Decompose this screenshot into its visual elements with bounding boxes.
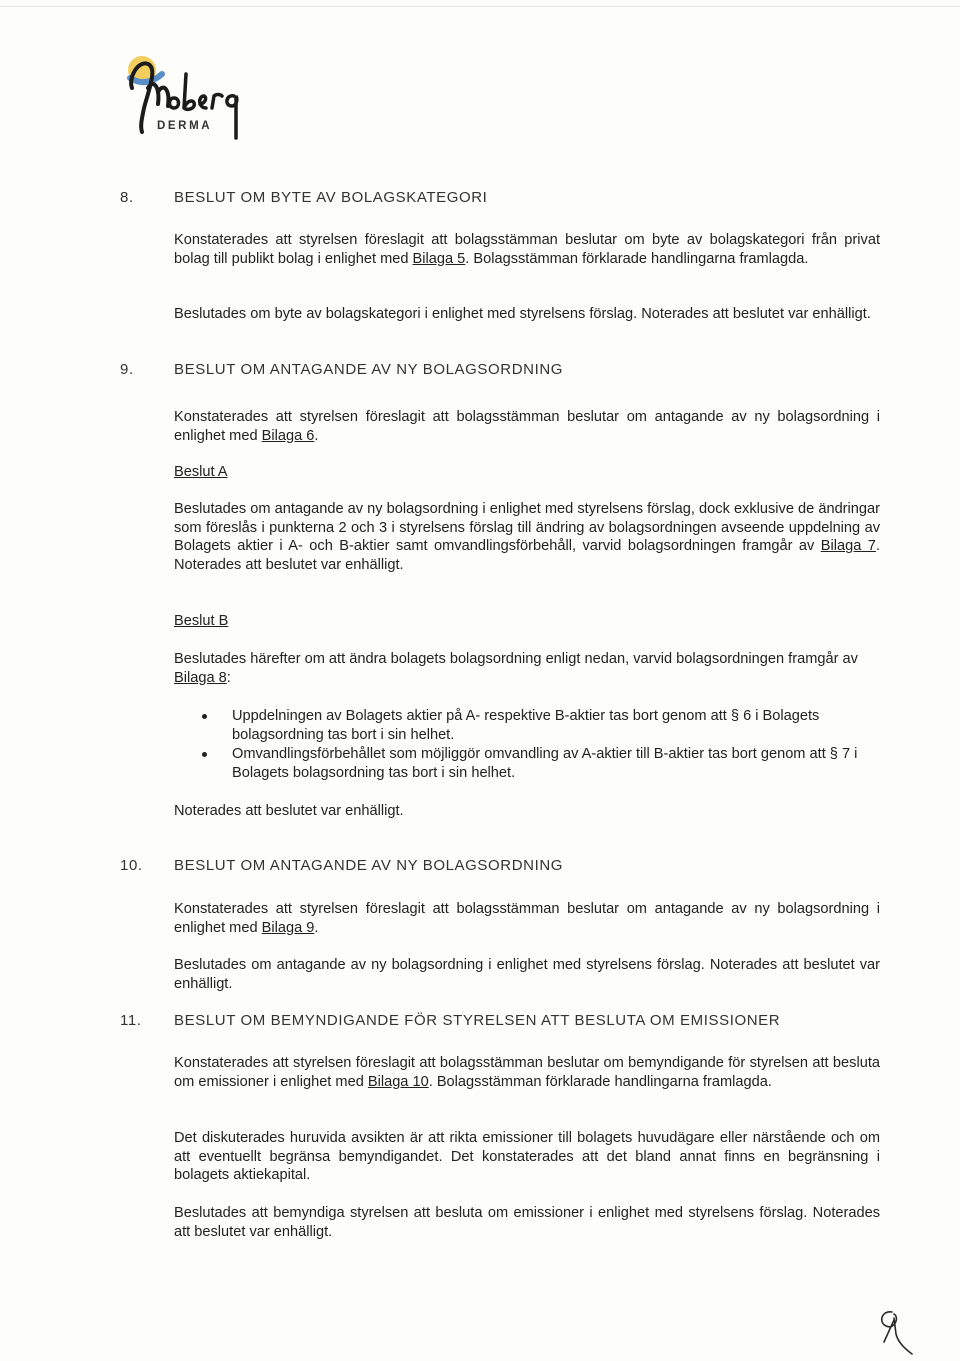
section-11-heading: BESLUT OM BEMYNDIGANDE FÖR STYRELSEN ATT BESLUTA OM EMISSIONER — [174, 1012, 781, 1029]
section-10-heading: BESLUT OM ANTAGANDE AV NY BOLAGSORDNING — [174, 857, 564, 874]
beslut-b-paragraph — [174, 650, 864, 687]
section-8-heading: BESLUT OM BYTE AV BOLAGSKATEGORI — [174, 189, 488, 206]
text: . Bolagsstämman förklarade handlingarna framlagda. — [428, 1073, 772, 1090]
text: . — [314, 427, 319, 444]
handwritten-initials — [872, 1302, 922, 1356]
text: Beslutades om antagande av ny bolagsordning i enlighet med styrelsens förslag. Noterades att beslutet var enhälligt. — [174, 957, 880, 992]
section-8-paragraph-2 — [174, 305, 880, 324]
section-9-number: 9. — [120, 361, 134, 378]
bullet-icon — [202, 752, 207, 757]
scan-edge-line — [0, 6, 960, 7]
beslut-b-label: Beslut B — [174, 613, 229, 629]
text: : — [226, 669, 231, 686]
section-11-paragraph-1 — [174, 1054, 880, 1091]
section-10-paragraph-2 — [174, 956, 880, 993]
section-10-paragraph-1 — [174, 900, 880, 937]
beslut-b-conclusion — [174, 802, 880, 821]
logo-subtext: DERMA — [157, 120, 213, 132]
beslut-b-bullet-list — [200, 707, 860, 783]
section-11-paragraph-2 — [174, 1129, 880, 1185]
list-item — [200, 707, 860, 744]
list-item — [200, 745, 860, 782]
text: Noterades att beslutet var enhälligt. — [174, 803, 404, 819]
text: Beslutades om byte av bolagskategori i enlighet med styrelsens förslag. Noterades att beslutet var enhälligt. — [174, 306, 871, 322]
bullet-icon — [202, 714, 207, 719]
bullet-text: Uppdelningen av Bolagets aktier på A- respektive B-aktier tas bort genom att § 6 i Bolagets bolagsordning tas bort i sin helhet. — [232, 708, 820, 743]
bullet-text: Omvandlingsförbehållet som möjliggör omvandling av A-aktier till B-aktier tas bort genom att § 7 i Bolagets bolagsordning tas bort i sin helhet. — [232, 746, 858, 781]
text: . — [314, 919, 319, 936]
section-11-paragraph-3 — [174, 1204, 880, 1241]
bilaga-10-ref: Bilaga 10 — [367, 1073, 429, 1090]
text: Konstaterades att styrelsen föreslagit att bolagsstämman beslutar om antagande av ny bolagsordning i enlighet med — [174, 409, 880, 444]
beslut-a-label: Beslut A — [174, 464, 228, 480]
section-11-number: 11. — [120, 1012, 142, 1029]
text: Konstaterades att styrelsen föreslagit att bolagsstämman beslutar om bemyndigande för styrelsen att besluta om emissioner i enlighet med — [174, 1055, 880, 1090]
section-9-paragraph-1 — [174, 408, 880, 445]
bilaga-8-ref: Bilaga 8 — [174, 669, 227, 686]
text: Beslutades att bemyndiga styrelsen att besluta om emissioner i enlighet med styrelsens förslag. Noterades att beslutet var enhälligt. — [174, 1205, 880, 1240]
bilaga-7-ref: Bilaga 7 — [820, 538, 876, 555]
text: Konstaterades att styrelsen föreslagit att bolagsstämman beslutar om byte av bolagskategori från privat bolag till publikt bolag i enlighet med — [174, 232, 880, 267]
text: . Bolagsstämman förklarade handlingarna framlagda. — [465, 250, 809, 267]
text: Beslutades härefter om att ändra bolagets bolagsordning enligt nedan, varvid bolagsordningen framgår av — [174, 651, 858, 667]
text: Det diskuterades huruvida avsikten är att rikta emissioner till bolagets huvudägare eller närstående och om att eventuellt begränsa bemyndigandet. Det konstaterades att det bland annat finns en begränsning i bolagets aktiekapital. — [174, 1130, 880, 1184]
text: Konstaterades att styrelsen föreslagit att bolagsstämman beslutar om antagande av ny bolagsordning i enlighet med — [174, 901, 880, 936]
beslut-a-paragraph — [174, 500, 880, 574]
bilaga-6-ref: Bilaga 6 — [261, 427, 315, 444]
section-8-paragraph-1 — [174, 231, 880, 268]
section-9-heading: BESLUT OM ANTAGANDE AV NY BOLAGSORDNING — [174, 361, 564, 378]
bilaga-9-ref: Bilaga 9 — [261, 919, 315, 936]
bilaga-5-ref: Bilaga 5 — [412, 250, 466, 267]
text: . Noterades att beslutet var enhälligt. — [174, 538, 880, 573]
section-10-number: 10. — [120, 857, 143, 874]
text: Beslutades om antagande av ny bolagsordning i enlighet med styrelsens förslag, dock exklusive de ändringar som föreslås i punkterna 2 och 3 i styrelsens förslag till ändring av bolagsordningen avseende uppdelning av Bolagets aktier i A- och B-aktier samt omvandlingsförbehåll, varvid bolagsordningen framgår av — [174, 501, 880, 555]
signature-icon — [872, 1302, 922, 1356]
section-8-number: 8. — [120, 189, 134, 206]
